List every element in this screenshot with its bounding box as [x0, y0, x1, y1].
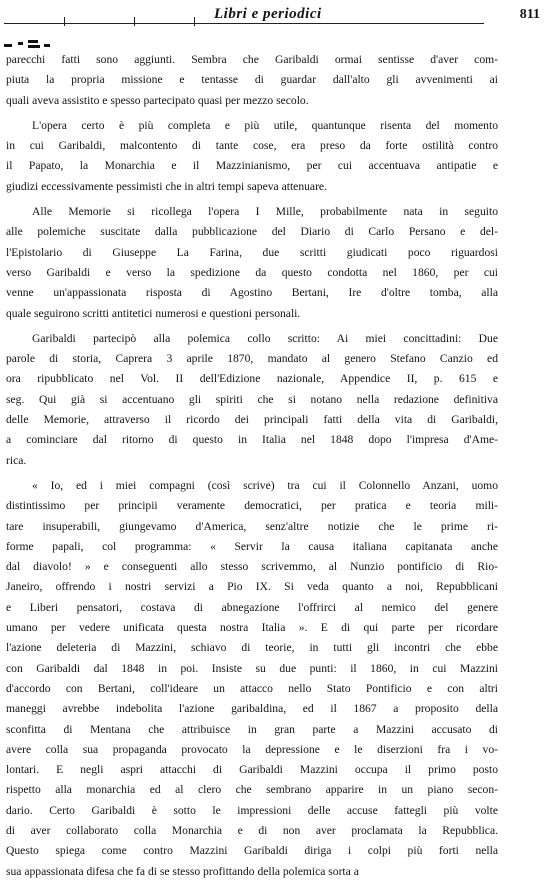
text-line: ora ripubblicato nel Vol. II dell'Edizione nazionale, Appendice II, p. 615 e [6, 372, 498, 386]
text-line: « Io, ed i miei compagni (così scrive) tra cui il Colonnello Anzani, uomo [32, 478, 498, 492]
scan-artifact [4, 40, 50, 50]
rule-tick [134, 17, 135, 26]
text-line: giudizi eccessivamente pessimisti che in altri tempi sapeva attenuare. [6, 179, 327, 193]
text-line: a cominciare dal ritorno di questo in Italia nel 1848 dopo l'impresa d'Ame- [6, 433, 498, 447]
text-line: venne un'appassionata risposta di Agostino Bertani, Ire d'oltre tomba, alla [6, 286, 498, 300]
page-header [4, 4, 542, 28]
text-line: sconfitta di Mentana che attribuisce in gran parte a Mazzini accusato di [6, 722, 498, 736]
text-line: di aver collaborato colla Monarchia e di non aver proclamata la Repubblica. [6, 823, 498, 837]
text-line: parole di storia, Caprera 3 aprile 1870, mandato al genero Stefano Canzio ed [6, 352, 498, 366]
text-line: lontari. E negli aspri attacchi di Garibaldi Mazzini occupa il primo posto [6, 763, 498, 777]
text-line: quale seguirono scritti antitetici numerosi e questioni personali. [6, 306, 301, 320]
text-line: parecchi fatti sono aggiunti. Sembra che Garibaldi ormai sentisse d'aver com- [6, 53, 498, 66]
paragraph [6, 202, 498, 324]
text-line: verso Garibaldi e verso la spedizione da questo condotta nel 1860, per cui [6, 265, 498, 279]
text-line: umano per vedere unificata questa nostra Italia ». E di qui parte per ricordare [6, 621, 498, 635]
text-line: Alle Memorie si ricollega l'opera I Mille, probabilmente nata in seguito [32, 205, 498, 219]
text-line: in cui Garibaldi, malcontento di tante cose, era preso da forte ostilità contro [6, 139, 498, 153]
text-line: L'opera certo è più completa e più utile, quantunque risenta del momento [32, 118, 498, 132]
text-line: l'azione deleteria di Mazzini, schiavo di teorie, in tutti gli incontri che ebbe [6, 641, 498, 655]
page-number: 811 [519, 7, 540, 22]
text-line: con Garibaldi dal 1848 in poi. Insiste su due punti: il 1860, in cui Mazzini [6, 661, 498, 675]
text-line: dario. Certo Garibaldi è sotto le impressioni delle accuse fattegli più volte [6, 803, 498, 817]
rule-tick [194, 17, 195, 26]
text-line: distintissimo per principii veramente democratici, per pratica e teoria mili- [6, 499, 498, 513]
text-line: forme papali, col programma: « Servir la causa italiana capitanata anche [6, 539, 498, 553]
text-line: tare insuperabili, giungevamo d'America, senz'altre notizie che le prime ri- [6, 519, 498, 533]
paragraph [6, 116, 498, 197]
paragraph [6, 50, 498, 111]
text-line: sua appassionata difesa che fa di se stesso profittando della polemica sorta a [6, 864, 359, 878]
text-line: Janeiro, offrendo i nostri servizi a Pio IX. Si veda quanto a noi, Repubblicani [6, 580, 498, 594]
text-line: Garibaldi partecipò alla polemica collo scritto: Ai miei concittadini: Due [32, 331, 498, 345]
text-line: maneggi avrebbe indebolita l'azione garibaldina, ed il 1867 a proposito della [6, 702, 498, 716]
header-rule [4, 23, 484, 24]
text-line: Questo spiega come contro Mazzini Garibaldi diriga i colpi più forti nella [6, 844, 498, 858]
paragraph [6, 476, 498, 882]
text-line: seg. Qui già si accentuano gli spiriti che si notano nella redazione definitiva [6, 392, 498, 406]
body-text [6, 50, 498, 882]
text-line: quali aveva assistito e spesso partecipato quasi per mezzo secolo. [6, 93, 309, 107]
text-line: rispetto alla monarchia ed al clero che sembrano apparire in un piano secon- [6, 783, 498, 797]
text-line: avere colla sua propaganda provocato la depressione e le diserzioni fra i vo- [6, 742, 498, 756]
text-line: alle polemiche suscitate dalla pubblicazione del Diario di Carlo Persano e del- [6, 225, 498, 239]
paragraph [6, 329, 498, 471]
text-line: e Liberi pensatori, costava di abnegazione l'offrirci al nemico del genere [6, 600, 498, 614]
running-title: Libri e periodici [214, 6, 322, 22]
text-line: delle Memorie, attraverso il ricordo dei principali fatti della vita di Garibaldi, [6, 413, 498, 427]
text-line: dal diavolo! » e conseguenti allo stesso scrivemmo, al Nunzio pontificio di Rio- [6, 560, 498, 574]
text-line: il Papato, la Monarchia e il Mazzinianismo, per cui accentuava antipatie e [6, 159, 498, 173]
text-line: l'Epistolario di Giuseppe La Farina, due scritti giudicati poco riguardosi [6, 245, 498, 259]
rule-tick [64, 17, 65, 26]
text-line: piuta la propria missione e tentasse di guardar dall'alto gli avvenimenti ai [6, 73, 498, 87]
text-line: rica. [6, 453, 27, 467]
text-line: d'accordo con Bertani, coll'ideare un attacco nello Stato Pontificio e con altri [6, 681, 498, 695]
